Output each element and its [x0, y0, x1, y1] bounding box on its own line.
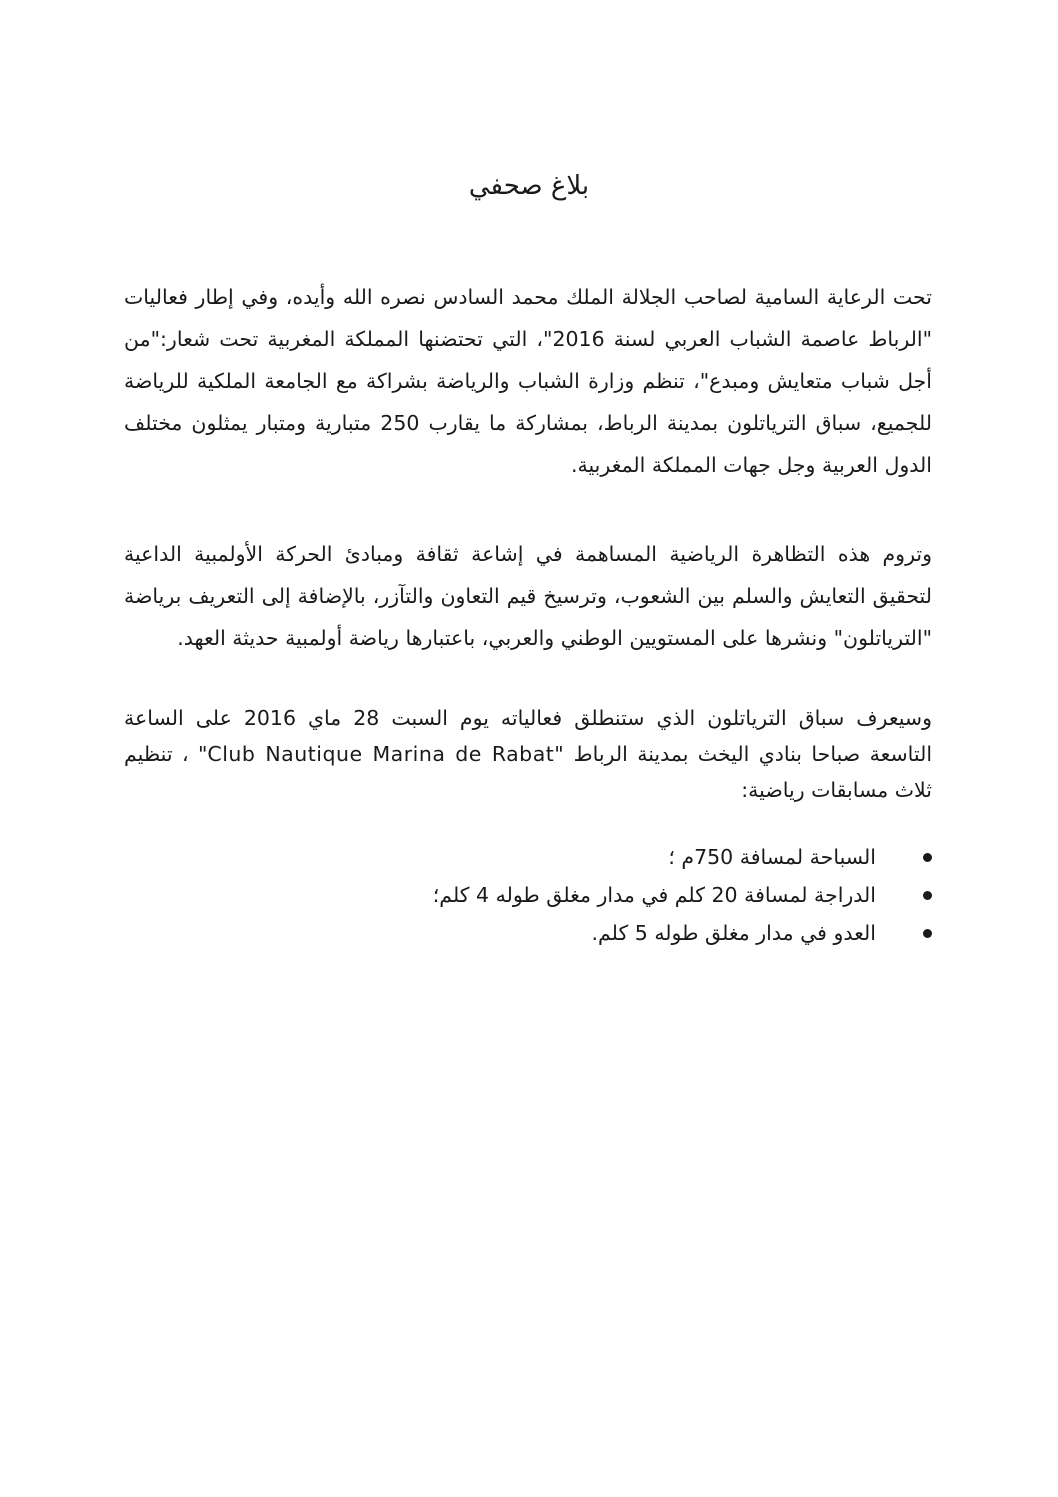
event-details-text-start: وسيعرف سباق الترياتلون الذي ستنطلق فعالياته يوم السبت 28 ماي 2016 على الساعة التاسعة صباحا بنادي اليخث بمدينة الرباط: [124, 706, 933, 766]
list-item-cycling: [124, 876, 932, 914]
club-name: "Club Nautique Marina de Rabat": [197, 742, 565, 766]
list-item-running: [124, 914, 932, 952]
paragraph-event-details: [124, 700, 932, 808]
bullet-icon: [923, 891, 932, 900]
document-title: بلاغ صحفي: [468, 171, 590, 201]
competitions-list: [124, 838, 932, 952]
bullet-icon: [923, 929, 932, 938]
list-item-swimming: [124, 838, 932, 876]
event-details-text-end: ، تنظيم ثلاث مسابقات رياضية:: [124, 742, 932, 802]
list-item-text: السباحة لمسافة 750م ؛: [668, 845, 876, 869]
paragraph-intro: تحت الرعاية السامية لصاحب الجلالة الملك محمد السادس نصره الله وأيده، وفي إطار فعاليات "الرباط عاصمة الشباب العربي لسنة 2016"، التي تحتضنها المملكة المغربية تحت شعار:"من أجل شباب متعايش ومبدع"، تنظم وزارة الشباب والرياضة بشراكة مع الجامعة الملكية للرياضة للجميع، سباق الترياتلون بمدينة الرباط، بمشاركة ما يقارب 250 متبارية ومتبار يمثلون مختلف الدول العربية وجل جهات المملكة المغربية.: [124, 285, 932, 477]
list-item-text: الدراجة لمسافة 20 كلم في مدار مغلق طوله 4 كلم؛: [432, 883, 876, 907]
list-item-text: العدو في مدار مغلق طوله 5 كلم.: [591, 921, 876, 945]
bullet-icon: [923, 853, 932, 862]
paragraph-objectives: وتروم هذه التظاهرة الرياضية المساهمة في إشاعة ثقافة ومبادئ الحركة الأولمبية الداعية لتحقيق التعايش والسلم بين الشعوب، وترسيخ قيم التعاون والتآزر، بالإضافة إلى التعريف برياضة "الترياتلون" ونشرها على المستويين الوطني والعربي، باعتبارها رياضة أولمبية حديثة العهد.: [124, 542, 932, 650]
